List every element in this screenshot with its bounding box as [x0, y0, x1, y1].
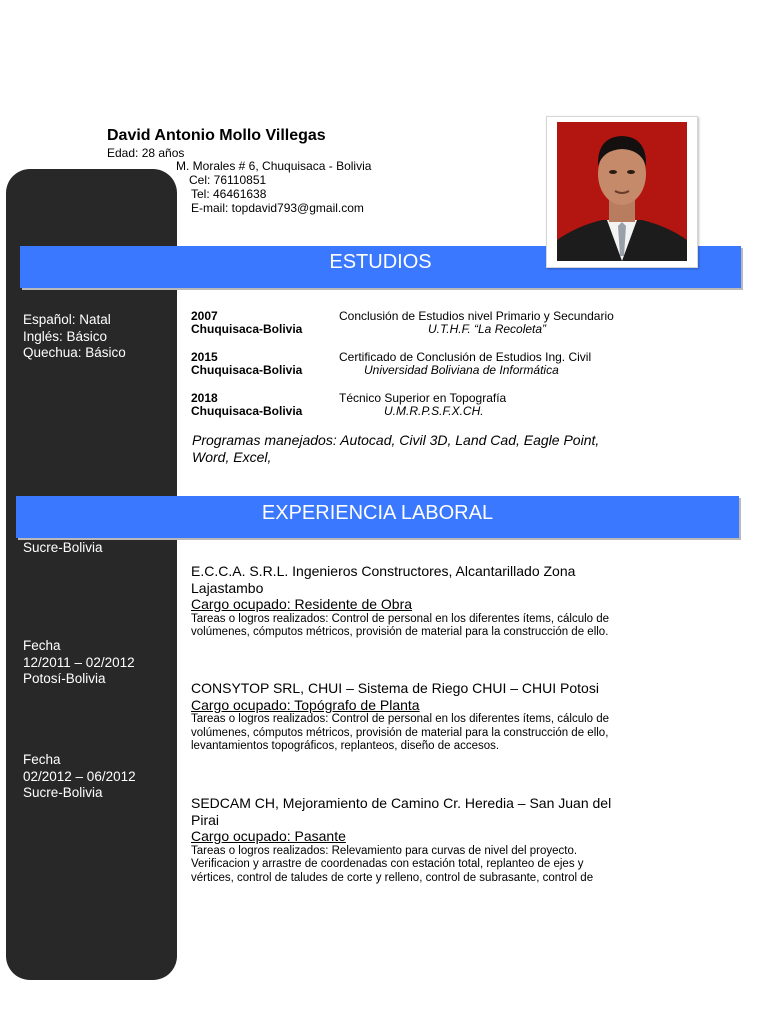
job-entry: [191, 680, 691, 754]
exp-location-2: [23, 638, 135, 688]
job-desc-line: volúmenes, cómputos métricos, provisión de material para la construcción de ello,: [191, 726, 609, 739]
job-desc-line: volúmenes, cómputos métricos, provisión de material para la construcción de ello.: [191, 626, 609, 638]
job-desc-line: vértices, control de taludes de corte y relleno, control de subrasante, control de: [191, 871, 594, 884]
job-desc-line: Tareas o logros realizados: Control de personal en los diferentes ítems, cálculo de: [191, 612, 610, 625]
estudios-title: ESTUDIOS: [329, 251, 432, 273]
candidate-name: David Antonio Mollo Villegas: [107, 127, 326, 144]
job-desc-line: Tareas o logros realizados: Control de personal en los diferentes ítems, cálculo de: [191, 713, 610, 725]
language-item: Quechua: Básico: [23, 345, 126, 360]
job-desc-line: Tareas o logros realizados: Relevamiento para curvas de nivel del proyecto.: [191, 844, 578, 857]
job-entry: [191, 563, 691, 640]
estudios-year: 2015: [191, 350, 218, 364]
job-desc-line: levantamientos topográficos, replanteos, diseño de accesos.: [191, 740, 500, 752]
exp-location-place: Sucre-Bolivia: [23, 785, 103, 800]
experiencia-banner: [16, 496, 739, 538]
exp-location-3: [23, 752, 136, 802]
job-description: [191, 713, 691, 754]
exp-location-label: Fecha: [23, 638, 61, 653]
candidate-tel: Tel: 46461638: [191, 187, 267, 201]
job-role: Cargo ocupado: Topógrafo de Planta: [191, 696, 420, 713]
exp-location-label: Fecha: [23, 752, 61, 767]
profile-photo: [557, 122, 687, 261]
estudios-place: Chuquisaca-Bolivia: [191, 404, 303, 418]
language-item: Español: Natal: [23, 312, 111, 327]
job-company-line: Lajastambo: [191, 579, 264, 596]
language-item: Inglés: Básico: [23, 328, 108, 344]
job-company-line: CONSYTOP SRL, CHUI – Sistema de Riego CHUI – CHUI Potosi: [191, 680, 599, 696]
profile-photo-frame: [546, 116, 698, 268]
estudios-institution: U.M.R.P.S.F.X.CH.: [384, 404, 484, 418]
job-role: Cargo ocupado: Pasante: [191, 828, 346, 844]
estudios-institution: U.T.H.F. “La Recoleta”: [428, 322, 547, 336]
programs-line: Word, Excel,: [192, 448, 272, 465]
job-company: [191, 680, 691, 697]
job-description: [191, 845, 691, 886]
estudios-title-text: Conclusión de Estudios nivel Primario y Secundario: [339, 309, 614, 323]
job-entry: [191, 795, 691, 885]
estudios-year: 2007: [191, 309, 218, 323]
exp-location-place: Potosí-Bolivia: [23, 671, 106, 686]
job-description: [191, 613, 691, 640]
candidate-address: M. Morales # 6, Chuquisaca - Bolivia: [176, 159, 372, 173]
candidate-age: Edad: 28 años: [107, 146, 185, 160]
estudios-title-text: Técnico Superior en Topografía: [339, 391, 507, 405]
job-company-line: Pirai: [191, 811, 220, 828]
job-company: [191, 563, 691, 596]
programs-line: Programas manejados: Autocad, Civil 3D, Land Cad, Eagle Point,: [192, 432, 600, 448]
estudios-institution: Universidad Boliviana de Informática: [364, 363, 559, 377]
job-company-line: SEDCAM CH, Mejoramiento de Camino Cr. Heredia – San Juan del: [191, 795, 612, 811]
exp-location-1: [23, 540, 103, 557]
candidate-cel: Cel: 76110851: [189, 173, 267, 187]
job-role: Cargo ocupado: Residente de Obra: [191, 596, 413, 612]
exp-location-dates: 02/2012 – 06/2012: [23, 768, 136, 784]
estudios-place: Chuquisaca-Bolivia: [191, 322, 303, 336]
job-desc-line: Verificacion y arrastre de coordenadas con estación total, replanteo de ejes y: [191, 858, 584, 870]
portrait-illustration: [557, 122, 687, 261]
job-company-line: E.C.C.A. S.R.L. Ingenieros Constructores, Alcantarillado Zona: [191, 563, 576, 579]
languages-list: [23, 312, 126, 362]
candidate-email: E-mail: topdavid793@gmail.com: [191, 201, 364, 215]
exp-location-dates: 12/2011 – 02/2012: [23, 654, 135, 670]
job-company: [191, 795, 691, 828]
programs-text: [192, 432, 599, 465]
experiencia-title: EXPERIENCIA LABORAL: [261, 502, 494, 524]
estudios-title-text: Certificado de Conclusión de Estudios Ing. Civil: [339, 350, 592, 364]
estudios-place: Chuquisaca-Bolivia: [191, 363, 303, 377]
exp-location-place: Sucre-Bolivia: [23, 540, 103, 555]
estudios-year: 2018: [191, 391, 218, 405]
